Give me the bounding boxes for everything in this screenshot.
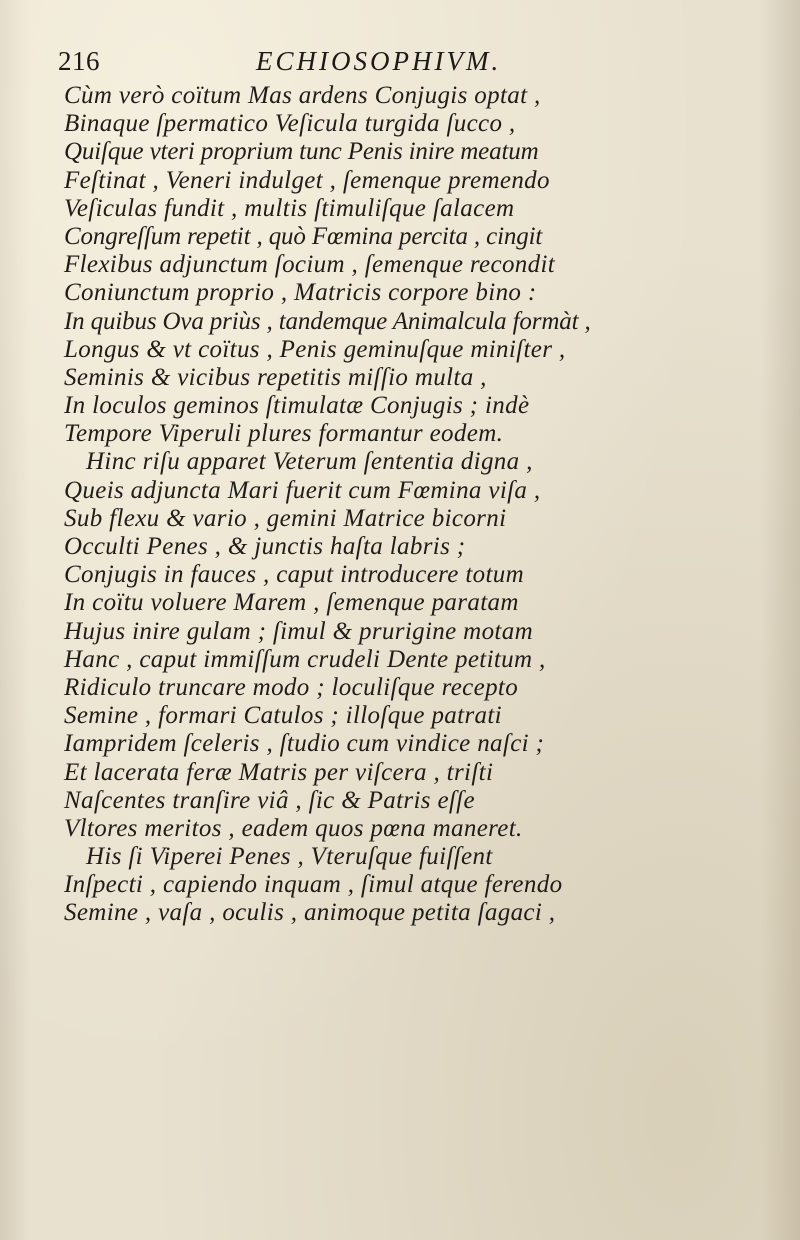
- text-line: Hinc riſu apparet Veterum ſententia digna ,: [86, 448, 533, 476]
- text-line: In loculos geminos ſtimulatæ Conjugis ; indè: [64, 392, 530, 420]
- page-header: [58, 46, 758, 82]
- text-line: Veſiculas fundit , multis ſtimuliſque ſalacem: [64, 194, 515, 222]
- text-line: Sub flexu & vario , gemini Matrice bicorni: [64, 504, 507, 532]
- text-line: In coïtu voluere Marem , ſemenque paratam: [64, 589, 519, 617]
- text-line: Flexibus adjunctum ſocium , ſemenque recondit: [64, 251, 556, 279]
- text-line: Iampridem ſceleris , ſtudio cum vindice naſci ;: [64, 730, 545, 758]
- verse-text: [64, 82, 784, 928]
- text-line: Inſpecti , capiendo inquam , ſimul atque ferendo: [64, 871, 563, 899]
- text-line: Cùm verò coïtum Mas ardens Conjugis optat ,: [64, 82, 541, 109]
- text-line: Hujus inire gulam ; ſimul & prurigine motam: [64, 617, 533, 645]
- text-line: Tempore Viperuli plures formantur eodem.: [64, 420, 504, 448]
- text-line: Semine , vaſa , oculis , animoque petita ſagaci ,: [64, 899, 556, 927]
- text-line: Et lacerata feræ Matris per viſcera , triſti: [64, 758, 494, 786]
- text-line: Conjugis in fauces , caput introducere totum: [64, 561, 525, 589]
- text-line: Ridiculo truncare modo ; loculiſque recepto: [64, 673, 519, 701]
- page-number: 216: [58, 46, 100, 76]
- text-line: Congreſſum repetit , quò Fœmina percita , cingit: [64, 222, 543, 250]
- text-line: Semine , formari Catulos ; illoſque patrati: [64, 702, 502, 730]
- text-line: Longus & vt coïtus , Penis geminuſque miniſter ,: [64, 335, 566, 363]
- text-line: His ſi Viperei Penes , Vteruſque fuiſſent: [86, 843, 493, 871]
- text-line: Seminis & vicibus repetitis miſſio multa ,: [64, 363, 487, 391]
- text-line: Hanc , caput immiſſum crudeli Dente petitum ,: [64, 645, 546, 673]
- running-title: ECHIOSOPHIVM.: [256, 46, 502, 76]
- text-line: Occulti Penes , & junctis haſta labris ;: [64, 533, 466, 560]
- text-line: Feſtinat , Veneri indulget , ſemenque premendo: [64, 166, 550, 194]
- text-line: Coniunctum proprio , Matricis corpore bino :: [64, 279, 537, 307]
- text-line: Vltores meritos , eadem quos pœna maneret.: [64, 814, 523, 842]
- text-line: Binaque ſpermatico Veſicula turgida ſucco ,: [64, 110, 516, 138]
- text-line: In quibus Ova priùs , tandemque Animalcula formàt ,: [64, 307, 591, 335]
- text-line: Naſcentes tranſire viâ , ſic & Patris eſſe: [64, 786, 475, 814]
- text-line: Quiſque vteri proprium tunc Penis inire meatum: [64, 138, 539, 166]
- text-line: Queis adjuncta Mari fuerit cum Fœmina viſa ,: [64, 476, 541, 504]
